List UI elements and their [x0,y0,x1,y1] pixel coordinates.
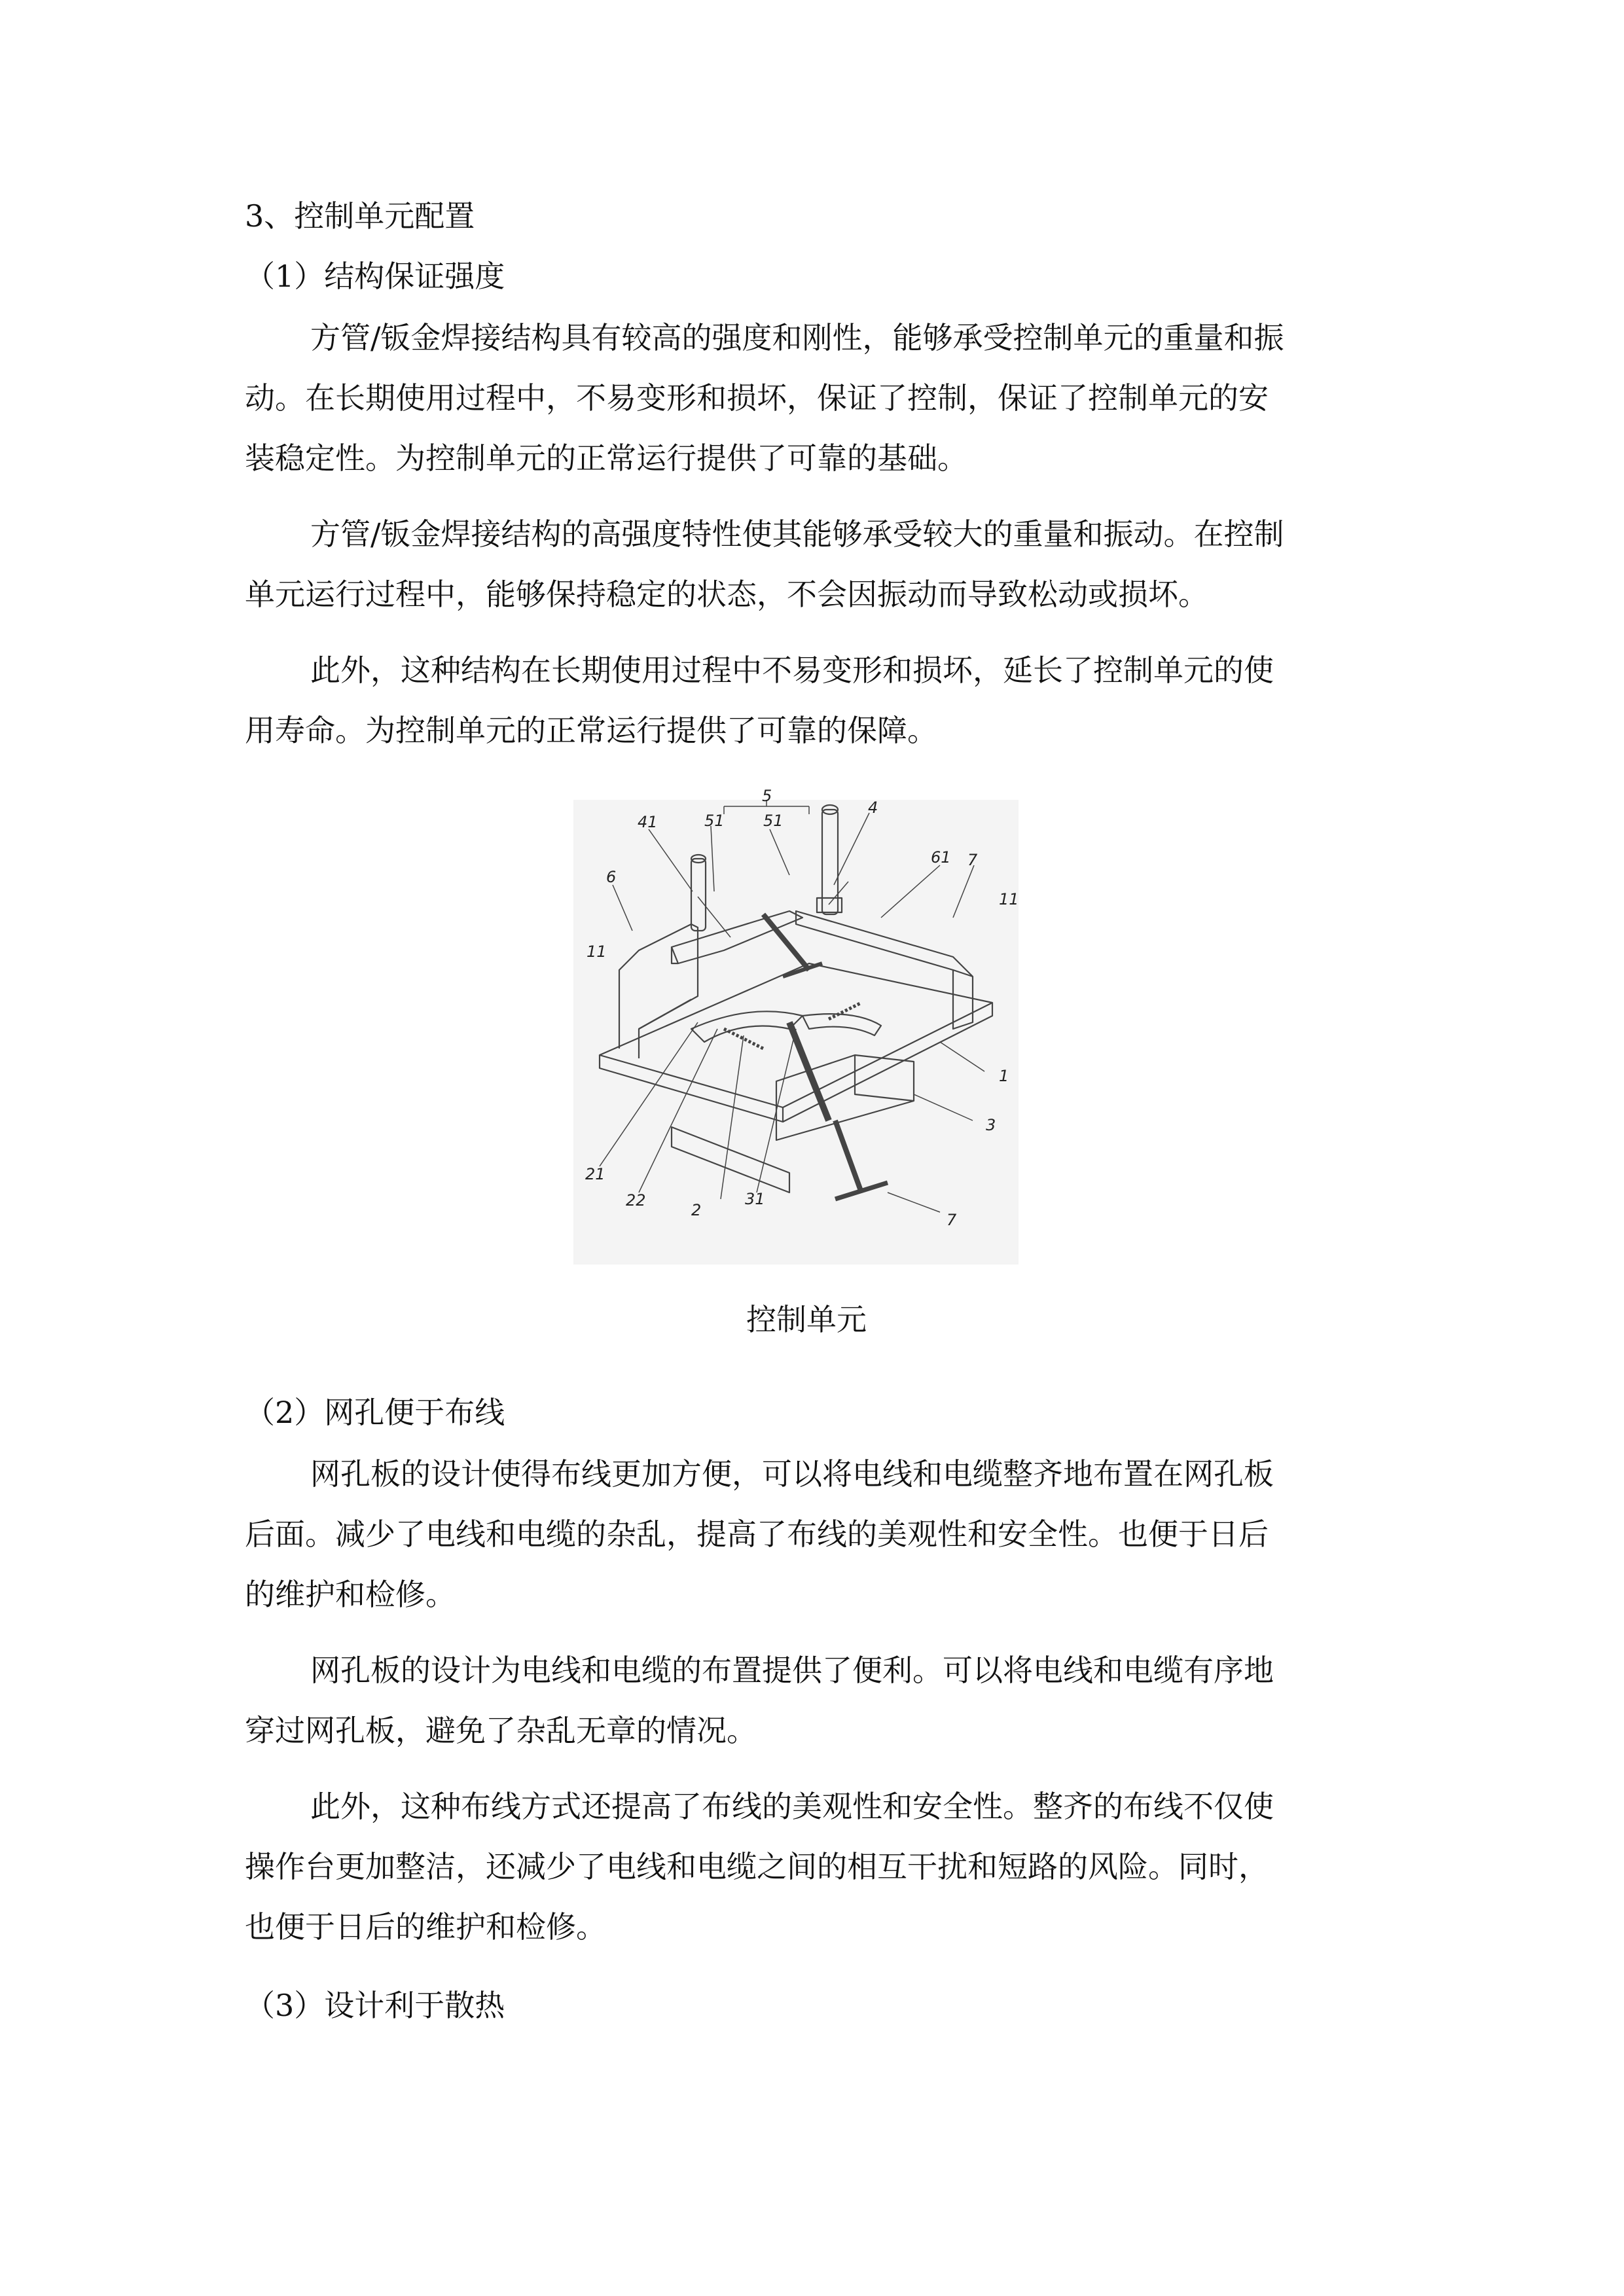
text-line: 装稳定性。为控制单元的正常运行提供了可靠的基础。 [245,440,967,476]
label-11-left: 11 [586,942,607,961]
label-51-left: 51 [704,812,725,830]
label-11-right: 11 [999,890,1019,908]
text-line: 此外，这种布线方式还提高了布线的美观性和安全性。整齐的布线不仅使 [310,1789,1274,1824]
text-line: 方管/钣金焊接结构的高强度特性使其能够承受较大的重量和振动。在控制 [310,516,1284,552]
text-line: 网孔板的设计使得布线更加方便，可以将电线和电缆整齐地布置在网孔板 [310,1456,1274,1492]
sub3-heading: （3）设计利于散热 [245,1988,505,2023]
text-line: 用寿命。为控制单元的正常运行提供了可靠的保障。 [245,713,937,748]
label-51-right: 51 [763,812,784,830]
sub1-heading: （1）结构保证强度 [245,259,505,294]
label-41: 41 [638,813,658,831]
text-line: 也便于日后的维护和检修。 [245,1909,606,1945]
label-7-top: 7 [967,851,978,869]
control-unit-diagram [573,787,1019,1265]
label-6: 6 [606,868,617,886]
text-line: 此外，这种结构在长期使用过程中不易变形和损坏，延长了控制单元的使 [310,653,1274,688]
label-1: 1 [999,1067,1009,1085]
text-line: 方管/钣金焊接结构具有较高的强度和刚性，能够承受控制单元的重量和振 [310,320,1284,355]
label-2: 2 [691,1201,702,1219]
label-61: 61 [931,848,951,867]
text-line: 后面。减少了电线和电缆的杂乱，提高了布线的美观性和安全性。也便于日后 [245,1516,1269,1552]
label-4: 4 [868,798,878,817]
label-21: 21 [585,1165,605,1183]
label-5: 5 [762,787,772,805]
label-7-bottom: 7 [947,1211,957,1229]
label-31: 31 [745,1190,765,1208]
label-3: 3 [986,1116,996,1134]
figure-caption: 控制单元 [746,1302,867,1337]
text-line: 操作台更加整洁，还减少了电线和电缆之间的相互干扰和短路的风险。同时， [245,1849,1269,1884]
sub2-heading: （2）网孔便于布线 [245,1395,505,1430]
text-line: 动。在长期使用过程中，不易变形和损坏，保证了控制，保证了控制单元的安 [245,380,1269,416]
label-22: 22 [626,1191,646,1210]
text-line: 网孔板的设计为电线和电缆的布置提供了便利。可以将电线和电缆有序地 [310,1653,1274,1688]
text-line: 穿过网孔板，避免了杂乱无章的情况。 [245,1713,757,1748]
section-heading: 3、控制单元配置 [245,198,475,234]
text-line: 单元运行过程中，能够保持稳定的状态，不会因振动而导致松动或损坏。 [245,577,1208,612]
text-line: 的维护和检修。 [245,1577,456,1612]
